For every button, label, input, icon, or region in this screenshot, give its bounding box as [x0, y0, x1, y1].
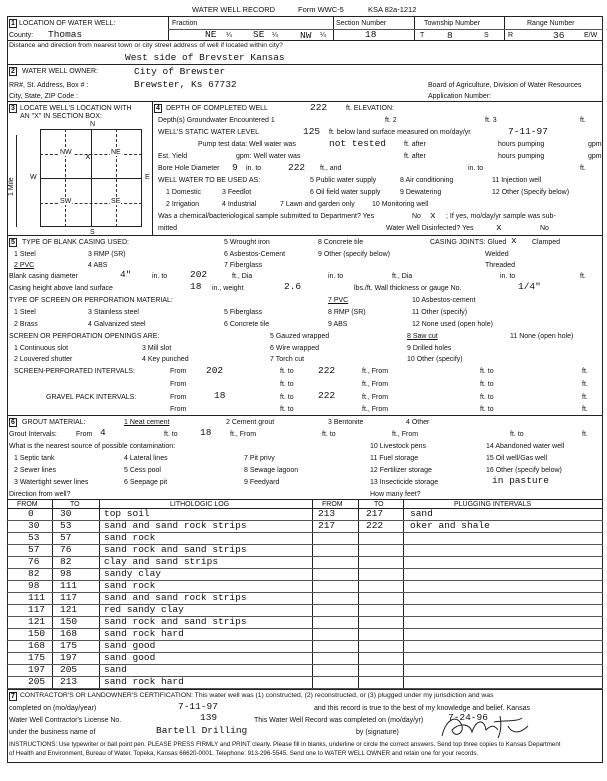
log-from: 175 [28, 652, 46, 663]
gravel-to: 222 [318, 390, 336, 401]
plug-to: 222 [366, 520, 384, 531]
log-to: 197 [60, 652, 78, 663]
log-description: sand rock hard [104, 628, 184, 639]
log-description: sand rock [104, 580, 156, 591]
log-to: 121 [60, 604, 78, 615]
log-description: red sandy clay [104, 604, 184, 615]
grout-to: 18 [200, 427, 212, 438]
plug-from: 213 [318, 508, 336, 519]
distance-value: West side of Brevster Kansas [125, 52, 285, 63]
log-description: sand rock [104, 532, 156, 543]
county-label: County: [9, 32, 34, 39]
casing-weight: 2.6 [284, 281, 302, 292]
log-description: sand and sand rock strips [104, 592, 247, 603]
log-description: top soil [104, 508, 150, 519]
log-to: 98 [60, 568, 72, 579]
locate-label-2: AN "X" IN SECTION BOX: [20, 113, 102, 120]
casing-height: 18 [190, 281, 202, 292]
grout-from: 4 [100, 427, 106, 438]
log-description: sand rock and sand strips [104, 544, 247, 555]
gravel-from: 18 [214, 390, 226, 401]
fraction-1: NE [205, 29, 217, 40]
log-to: 205 [60, 664, 78, 675]
log-from: 121 [28, 616, 46, 627]
log-description: sand good [104, 652, 156, 663]
log-from: 57 [28, 544, 40, 555]
log-to: 213 [60, 676, 78, 687]
contractor-signature [436, 708, 536, 742]
log-from: 76 [28, 556, 40, 567]
form-number: Form WWC-5 [298, 5, 344, 14]
plug-description: sand [410, 508, 433, 519]
static-date: 7-11-97 [508, 126, 548, 137]
form-title: WATER WELL RECORD [192, 5, 276, 14]
range-label: Range Number [527, 20, 575, 27]
openings-label: SCREEN OR PERFORATION OPENINGS ARE: [9, 333, 160, 340]
log-to: 30 [60, 508, 72, 519]
locate-label-1: LOCATE WELL'S LOCATION WITH [20, 105, 132, 112]
completed-date: 7-11-97 [178, 701, 218, 712]
log-from: 205 [28, 676, 46, 687]
fraction-2: SE [253, 29, 265, 40]
section-number-label: Section Number [336, 20, 387, 27]
pump-test-value: not tested [329, 138, 387, 149]
log-from: 168 [28, 640, 46, 651]
log-from: 53 [28, 532, 40, 543]
log-to: 53 [60, 520, 72, 531]
use-label: WELL WATER TO BE USED AS: [158, 177, 261, 184]
screen-material-label: TYPE OF SCREEN OR PERFORATION MATERIAL: [9, 297, 173, 304]
log-description: sandy clay [104, 568, 162, 579]
mile-label: 1 Mile [8, 177, 15, 196]
log-description: clay and sand strips [104, 556, 219, 567]
owner-value: City of Brewster [134, 66, 226, 77]
casing-diameter: 4" [120, 269, 132, 280]
board-label: Board of Agriculture, Division of Water Resources [428, 82, 582, 89]
section-number-value: 18 [365, 29, 377, 40]
groundwater-label: Depth(s) Groundwater Encountered 1 [158, 117, 275, 124]
fraction-label: Fraction [172, 20, 198, 27]
log-from: 82 [28, 568, 40, 579]
address-value: Brewster, Ks 67732 [134, 79, 237, 90]
contamination-label: What is the nearest source of possible contamination: [9, 443, 176, 450]
static-value: 125 [303, 126, 321, 137]
distance-label: Distance and direction from nearest town or city street address of well if located within city? [9, 42, 283, 49]
log-description: sand rock hard [104, 676, 184, 687]
location-label: LOCATION OF WATER WELL: [19, 20, 116, 27]
range-value: 36 [553, 30, 565, 41]
plug-description: oker and shale [410, 520, 490, 531]
grout-label: GROUT MATERIAL: [22, 419, 86, 426]
log-to: 82 [60, 556, 72, 567]
well-location-mark: x [85, 151, 91, 162]
log-to: 57 [60, 532, 72, 543]
casing-type-label: TYPE OF BLANK CASING USED: [22, 239, 129, 246]
plug-to: 217 [366, 508, 384, 519]
gravel-pack-label: GRAVEL PACK INTERVALS: [46, 394, 137, 401]
contamination-other-value: in pasture [492, 475, 550, 486]
log-from: 117 [28, 604, 46, 615]
log-from: 30 [28, 520, 40, 531]
log-description: sand and sand rock strips [104, 520, 247, 531]
instructions-line-2: of Health and Environment, Bureau of Water, Topeka, Kansas 66620-0001. Telephone: 913-296-5545. Send one to WATER WELL OWNER and retain one for your records. [9, 750, 479, 757]
depth-label: DEPTH OF COMPLETED WELL [166, 105, 268, 112]
certification-text: CONTRACTOR'S OR LANDOWNER'S CERTIFICATION: This water well was (1) constructed, (2) reconstructed, or (3) plugged under my jurisdiction and was [20, 692, 494, 699]
record-date: 7-24-96 [448, 712, 488, 723]
instructions-line-1: INSTRUCTIONS: Use typewriter or ball point pen. PLEASE PRESS FIRMLY and PRINT clearly. Please fill in blanks, underline or circle the correct answers. Send top three copies to Kansas Department [9, 741, 561, 748]
application-label: Application Number: [428, 93, 492, 100]
township-label: Township Number [424, 20, 481, 27]
log-from: 197 [28, 664, 46, 675]
owner-label: WATER WELL OWNER: [22, 68, 98, 75]
ksa-ref: KSA 82a-1212 [368, 5, 417, 14]
address-label: RR#, St. Address, Box # : [9, 82, 89, 89]
bore-depth: 222 [288, 162, 306, 173]
log-description: sand rock and sand strips [104, 616, 247, 627]
log-to: 76 [60, 544, 72, 555]
log-to: 175 [60, 640, 78, 651]
bore-diameter: 9 [232, 162, 238, 173]
perforated-intervals-label: SCREEN-PERFORATED INTERVALS: [14, 368, 135, 375]
fraction-3: NW [300, 30, 312, 41]
log-to: 150 [60, 616, 78, 627]
log-description: sand [104, 664, 127, 675]
log-description: sand good [104, 640, 156, 651]
section-1-number: 1 [11, 20, 15, 27]
static-label: WELL'S STATIC WATER LEVEL [158, 129, 260, 136]
log-to: 168 [60, 628, 78, 639]
wall-gauge: 1/4" [518, 281, 541, 292]
perf-to: 222 [318, 365, 336, 376]
log-from: 0 [28, 508, 34, 519]
log-from: 111 [28, 592, 46, 603]
perf-from: 202 [206, 365, 224, 376]
log-from: 150 [28, 628, 46, 639]
township-value: 8 [447, 30, 453, 41]
casing-depth: 202 [190, 269, 208, 280]
business-name: Bartell Drilling [156, 725, 248, 736]
depth-value: 222 [310, 102, 328, 113]
city-label: City, State, ZIP Code : [9, 93, 78, 100]
log-to: 117 [60, 592, 78, 603]
plug-from: 217 [318, 520, 336, 531]
county-value: Thomas [48, 29, 83, 40]
log-to: 111 [60, 580, 78, 591]
license-number: 139 [200, 712, 218, 723]
log-from: 98 [28, 580, 40, 591]
